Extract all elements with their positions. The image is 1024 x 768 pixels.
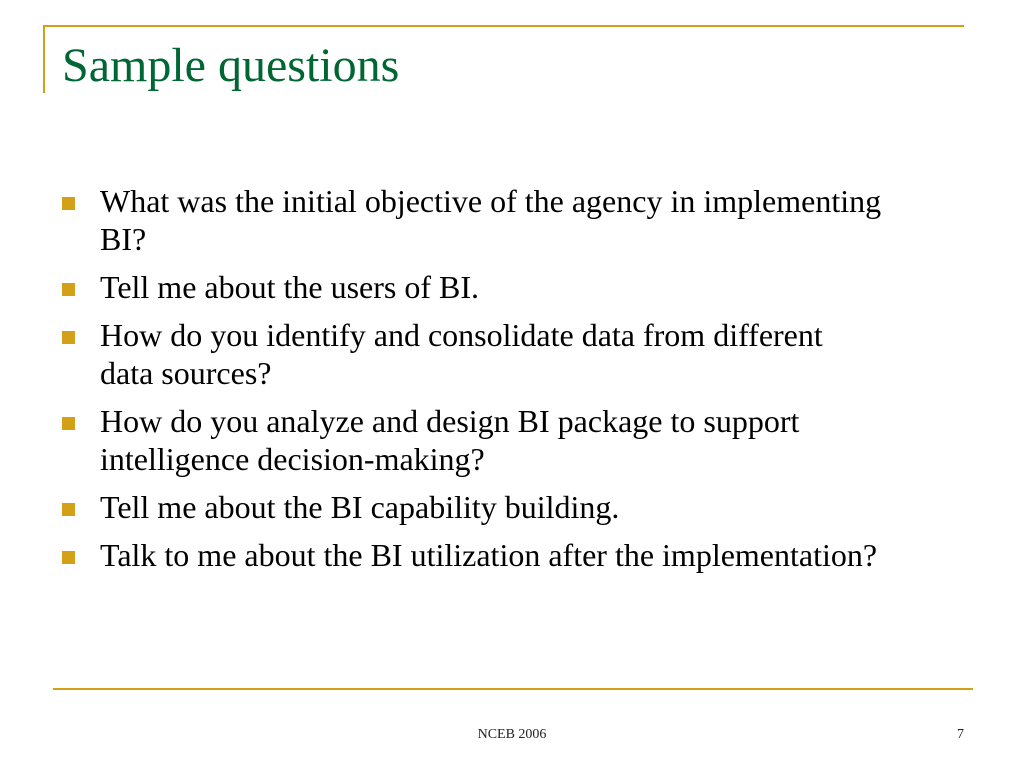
square-bullet-icon (62, 197, 75, 210)
footer-text: NCEB 2006 (477, 727, 547, 742)
bullet-item (62, 402, 882, 478)
page-number: 7 (957, 727, 964, 742)
bullet-item (62, 488, 882, 526)
slide-title: Sample questions (62, 39, 400, 92)
square-bullet-icon (62, 283, 75, 296)
bullet-item (62, 268, 882, 306)
bullet-text: Tell me about the BI capability building. (100, 489, 620, 525)
bullet-item (62, 316, 882, 392)
bullet-text: What was the initial objective of the agency in implementing BI? (100, 183, 882, 257)
square-bullet-icon (62, 331, 75, 344)
bullet-text: How do you identify and consolidate data from different data sources? (100, 317, 823, 391)
square-bullet-icon (62, 417, 75, 430)
square-bullet-icon (62, 551, 75, 564)
bullet-text: Talk to me about the BI utilization after the implementation? (100, 537, 878, 573)
square-bullet-icon (62, 503, 75, 516)
title-frame-top-line (43, 25, 964, 27)
bullet-item (62, 182, 882, 258)
footer-divider (53, 688, 973, 690)
bullet-item (62, 536, 882, 574)
bullet-text: How do you analyze and design BI package to support intelligence decision-making? (100, 403, 800, 477)
title-frame-left-line (43, 25, 45, 93)
bullet-list (62, 182, 882, 584)
bullet-text: Tell me about the users of BI. (100, 269, 479, 305)
